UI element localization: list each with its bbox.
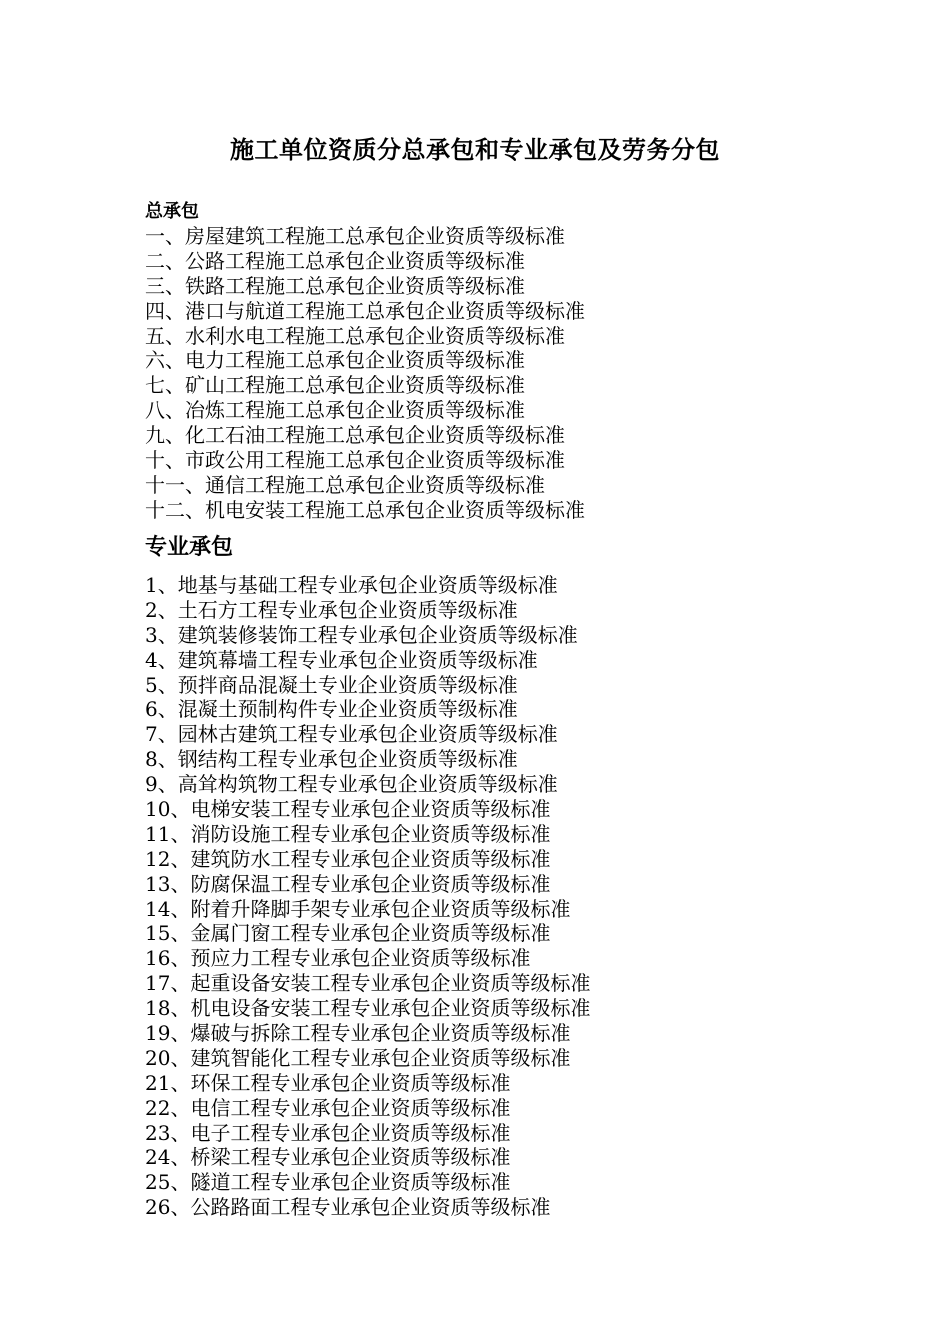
list-item: 十、市政公用工程施工总承包企业资质等级标准: [145, 448, 565, 473]
specialty-contracting-heading: 专业承包: [145, 535, 234, 560]
list-item: 13、防腐保温工程专业承包企业资质等级标准: [145, 871, 551, 896]
specialty-contracting-list: [145, 573, 865, 1220]
list-item: 6、混凝土预制构件专业企业资质等级标准: [145, 697, 518, 722]
list-item: 四、港口与航道工程施工总承包企业资质等级标准: [145, 298, 585, 323]
general-contracting-list: [145, 224, 865, 523]
list-item: 26、公路路面工程专业承包企业资质等级标准: [145, 1195, 551, 1220]
list-item: 24、桥梁工程专业承包企业资质等级标准: [145, 1145, 511, 1170]
document-title: 施工单位资质分总承包和专业承包及劳务分包: [230, 136, 720, 164]
list-item: 18、机电设备安装工程专业承包企业资质等级标准: [145, 996, 591, 1021]
list-item: 22、电信工程专业承包企业资质等级标准: [145, 1095, 511, 1120]
list-item: 7、园林古建筑工程专业承包企业资质等级标准: [145, 722, 558, 747]
list-item: 10、电梯安装工程专业承包企业资质等级标准: [145, 797, 551, 822]
list-item: 9、高耸构筑物工程专业承包企业资质等级标准: [145, 772, 558, 797]
list-item: 23、电子工程专业承包企业资质等级标准: [145, 1120, 511, 1145]
list-item: 二、公路工程施工总承包企业资质等级标准: [145, 248, 525, 273]
list-item: 十一、通信工程施工总承包企业资质等级标准: [145, 472, 545, 497]
list-item: 五、水利水电工程施工总承包企业资质等级标准: [145, 323, 565, 348]
list-item: 一、房屋建筑工程施工总承包企业资质等级标准: [145, 224, 565, 248]
list-item: 4、建筑幕墙工程专业承包企业资质等级标准: [145, 647, 538, 672]
list-item: 九、化工石油工程施工总承包企业资质等级标准: [145, 423, 565, 448]
general-contracting-section: [145, 200, 865, 523]
specialty-contracting-section: [145, 533, 865, 1220]
list-item: 3、建筑装修装饰工程专业承包企业资质等级标准: [145, 622, 578, 647]
general-contracting-heading: 总承包: [145, 201, 199, 222]
list-item: 七、矿山工程施工总承包企业资质等级标准: [145, 373, 525, 398]
list-item: 六、电力工程施工总承包企业资质等级标准: [145, 348, 525, 373]
list-item: 三、铁路工程施工总承包企业资质等级标准: [145, 273, 525, 298]
list-item: 19、爆破与拆除工程专业承包企业资质等级标准: [145, 1021, 571, 1046]
list-item: 14、附着升降脚手架专业承包企业资质等级标准: [145, 896, 571, 921]
list-item: 2、土石方工程专业承包企业资质等级标准: [145, 597, 518, 622]
list-item: 11、消防设施工程专业承包企业资质等级标准: [145, 821, 551, 846]
list-item: 8、钢结构工程专业承包企业资质等级标准: [145, 747, 518, 772]
list-item: 1、地基与基础工程专业承包企业资质等级标准: [145, 573, 558, 597]
list-item: 20、建筑智能化工程专业承包企业资质等级标准: [145, 1045, 571, 1070]
list-item: 16、预应力工程专业承包企业资质等级标准: [145, 946, 531, 971]
list-item: 十二、机电安装工程施工总承包企业资质等级标准: [145, 497, 585, 522]
list-item: 5、预拌商品混凝土专业企业资质等级标准: [145, 672, 518, 697]
list-item: 21、环保工程专业承包企业资质等级标准: [145, 1070, 511, 1095]
list-item: 12、建筑防水工程专业承包企业资质等级标准: [145, 846, 551, 871]
list-item: 17、起重设备安装工程专业承包企业资质等级标准: [145, 971, 591, 996]
list-item: 八、冶炼工程施工总承包企业资质等级标准: [145, 398, 525, 423]
list-item: 25、隧道工程专业承包企业资质等级标准: [145, 1170, 511, 1195]
list-item: 15、金属门窗工程专业承包企业资质等级标准: [145, 921, 551, 946]
